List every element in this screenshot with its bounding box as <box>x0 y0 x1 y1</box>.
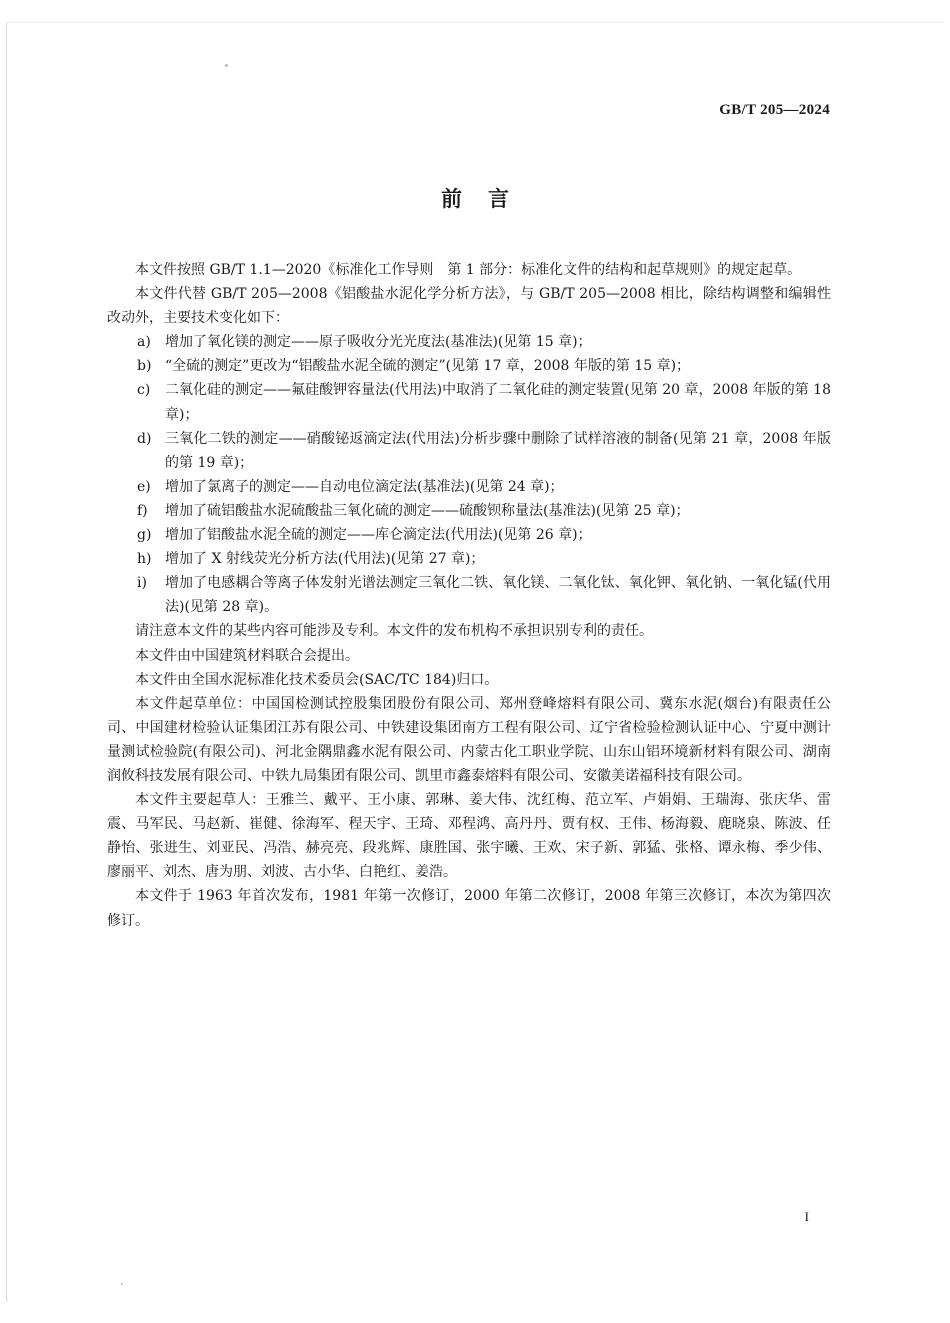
list-marker: g) <box>137 527 152 544</box>
drafting-units-paragraph: 本文件起草单位：中国国检测试控股集团股份有限公司、郑州登峰熔料有限公司、冀东水泥(烟台)有限责任公司、中国建材检验认证集团江苏有限公司、中铁建设集团南方工程有限公司、辽宁省检验检测认证中心、宁夏中测计量测试检验院(有限公司)、河北金隅鼎鑫水泥有限公司、内蒙古化工职业学院、山东山铝环境新材料有限公司、湖南润攸科技发展有限公司、中铁九局集团有限公司、凯里市鑫泰熔料有限公司、安徽美诺福科技有限公司。 <box>107 695 831 784</box>
list-item-text: 增加了铝酸盐水泥全硫的测定——库仑滴定法(代用法)(见第 26 章)； <box>165 527 592 544</box>
scan-speck <box>121 1283 123 1285</box>
page-number: I <box>804 1209 809 1224</box>
list-marker: c) <box>137 382 151 399</box>
list-marker: f) <box>137 502 148 519</box>
list-item-text: 增加了氧化镁的测定——原子吸收分光光度法(基准法)(见第 15 章)； <box>165 334 592 351</box>
page-title: 前言 <box>441 187 535 211</box>
scan-speck <box>225 64 228 67</box>
changes-list <box>107 330 831 619</box>
list-item <box>107 547 831 571</box>
list-item <box>107 523 831 547</box>
list-item-text: 增加了硫铝酸盐水泥硫酸盐三氧化硫的测定——硫酸钡称量法(基准法)(见第 25 章)； <box>165 502 690 519</box>
list-marker: a) <box>137 334 151 351</box>
list-item <box>107 475 831 499</box>
committee-paragraph: 本文件由全国水泥标准化技术委员会(SAC/TC 184)归口。 <box>135 671 499 688</box>
list-item <box>107 427 831 475</box>
list-marker: d) <box>137 430 152 447</box>
list-item <box>107 378 831 426</box>
list-marker: i) <box>137 575 147 592</box>
list-item-text: “全硫的测定”更改为“铝酸盐水泥全硫的测定”(见第 17 章，2008 年版的第 15 章)； <box>165 358 691 375</box>
foreword-body <box>107 258 831 933</box>
history-paragraph: 本文件于 1963 年首次发布，1981 年第一次修订，2000 年第二次修订，2008 年第三次修订，本次为第四次修订。 <box>107 888 831 929</box>
proposer-paragraph: 本文件由中国建筑材料联合会提出。 <box>135 647 359 664</box>
intro-paragraph: 本文件代替 GB/T 205—2008《铝酸盐水泥化学分析方法》，与 GB/T 205—2008 相比，除结构调整和编辑性改动外，主要技术变化如下： <box>107 286 831 327</box>
list-item-text: 增加了 X 射线荧光分析方法(代用法)(见第 27 章)； <box>165 551 485 568</box>
intro-paragraph: 本文件按照 GB/T 1.1—2020《标准化工作导则 第 1 部分：标准化文件的结构和起草规则》的规定起草。 <box>135 262 802 278</box>
list-item <box>107 330 831 354</box>
patent-notice: 请注意本文件的某些内容可能涉及专利。本文件的发布机构不承担识别专利的责任。 <box>135 623 653 640</box>
list-item-text: 三氧化二铁的测定——硝酸铋返滴定法(代用法)分析步骤中删除了试样溶液的制备(见第 21 章，2008 年版的第 19 章)； <box>165 430 831 471</box>
list-item-text: 增加了氯离子的测定——自动电位滴定法(基准法)(见第 24 章)； <box>165 478 564 495</box>
list-item <box>107 571 831 619</box>
list-marker: e) <box>137 478 151 495</box>
list-marker: b) <box>137 358 152 375</box>
list-item <box>107 499 831 523</box>
drafters-paragraph: 本文件主要起草人：王雅兰、戴平、王小康、郭琳、姜大伟、沈红梅、范立军、卢娟娟、王瑞海、张庆华、雷震、马军民、马赵新、崔健、徐海军、程天宇、王琦、邓程鸿、高丹丹、贾有权、王伟、杨海毅、鹿晓泉、陈波、任静怡、张进生、刘亚民、冯浩、赫亮亮、段兆辉、康胜国、张宇曦、王欢、宋子新、郭猛、张格、谭永梅、季少伟、廖丽平、刘杰、唐为朋、刘波、古小华、白艳红、姜浩。 <box>107 792 831 881</box>
standard-code: GB/T 205—2024 <box>719 102 830 118</box>
list-item-text: 增加了电感耦合等离子体发射光谱法测定三氧化二铁、氧化镁、二氧化钛、氧化钾、氧化钠、一氧化锰(代用法)(见第 28 章)。 <box>165 575 831 616</box>
list-marker: h) <box>137 551 152 568</box>
list-item-text: 二氧化硅的测定——氟硅酸钾容量法(代用法)中取消了二氧化硅的测定装置(见第 20 章，2008 年版的第 18 章)； <box>165 382 831 423</box>
list-item <box>107 354 831 378</box>
